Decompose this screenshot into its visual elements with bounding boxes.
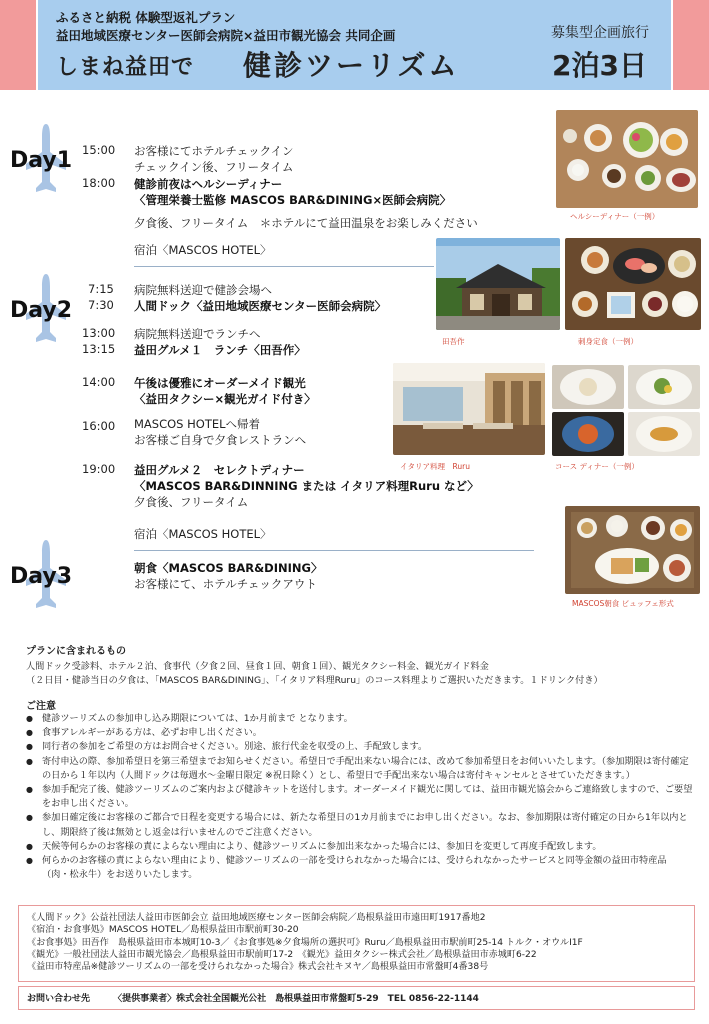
d2-item-7: MASCOS HOTELへ帰着 <box>134 417 261 431</box>
plan-includes-title: プランに含まれるもの <box>26 646 126 657</box>
day2-label: Day2 <box>10 298 73 323</box>
d2-time-7: 19:00 <box>82 462 116 476</box>
d2-item-1: 病院無料送迎で健診会場へ <box>134 283 272 297</box>
d2-time-2: 7:30 <box>88 298 114 312</box>
day1-label: Day1 <box>10 148 73 173</box>
d3-item-2: お客様にて、ホテルチェックアウト <box>134 577 317 591</box>
d1-item-5: 夕食後、フリータイム ＊ホテルにて益田温泉をお楽しみください <box>134 216 478 230</box>
contact-label: お問い合わせ先 <box>27 994 91 1004</box>
d2-time-3: 13:00 <box>82 326 116 340</box>
note-item: ● 寄付申込の際、参加希望日を第三希望までお知らせください。希望日で手配出来ない場合には、改めて参加希望日をお伺いいたします。（参加期限は寄付確定の日から１年以内（人間ドックは毎週水～金曜日限定 ※祝日除く）とし、希望日で手配出来ない場合は寄付キャンセルとさせていただきます。） <box>26 755 694 783</box>
sashimi-set-photo <box>565 238 701 330</box>
tour-type: 募集型企画旅行 <box>551 25 649 41</box>
divider <box>134 550 534 551</box>
d2-item-10: 〈MASCOS BAR&DINNING または イタリア料理Ruru など〉 <box>134 479 479 493</box>
provider-line: 《人間ドック》公益社団法人益田市医師会立 益田地域医療センター医師会病院／島根県益田市遠田町1917番地2 <box>27 913 486 923</box>
caption-course-dinner: コース ディナー（一例） <box>555 462 639 471</box>
course-dish-photo-1 <box>552 365 624 409</box>
day1-badge <box>6 122 86 202</box>
d2-time-5: 14:00 <box>82 375 116 389</box>
d1-time-2: 18:00 <box>82 176 116 190</box>
italian-ruru-interior-photo <box>393 363 545 455</box>
day3-label: Day3 <box>10 564 73 589</box>
d2-time-4: 13:15 <box>82 342 116 356</box>
d2-item-11: 夕食後、フリータイム <box>134 495 249 509</box>
provider-line: 《益田市特産品※健診ツーリズムの一部を受けられなかった場合》株式会社キヌヤ／島根県益田市常盤町4番38号 <box>27 962 489 973</box>
d1-time-1: 15:00 <box>82 143 116 157</box>
providers-box <box>18 905 695 982</box>
d2-item-2: 人間ドック〈益田地域医療センター医師会病院〉 <box>134 299 387 313</box>
provider-line: 《観光》一般社団法人益田市観光協会／島根県益田市駅前町17-2 《観光》益田タクシー株式会社／島根県益田市赤城町6-22 <box>27 949 537 960</box>
header-banner <box>38 0 671 90</box>
header-right-accent <box>673 0 709 90</box>
tour-duration: 2泊3日 <box>552 49 647 82</box>
d2-stay: 宿泊〈MASCOS HOTEL〉 <box>134 527 272 541</box>
d1-item-4: 〈管理栄養士監修 MASCOS BAR&DINING×医師会病院〉 <box>134 193 452 207</box>
d3-item-1: 朝食〈MASCOS BAR&DINING〉 <box>134 561 323 575</box>
day3-badge <box>6 538 86 618</box>
healthy-dinner-photo <box>556 110 698 208</box>
contact-provider: 〈提供事業者〉株式会社全国観光公社 島根県益田市常盤町5-29 TEL 0856-22-1144 <box>113 994 479 1004</box>
d1-item-1: お客様にてホテルチェックイン <box>134 144 294 158</box>
d2-item-9: 益田グルメ２ セレクトディナー <box>134 463 305 477</box>
course-dish-photo-2 <box>628 365 700 409</box>
d2-item-6: 〈益田タクシー×観光ガイド付き〉 <box>134 392 316 406</box>
mascos-breakfast-photo <box>565 506 700 594</box>
d1-item-2: チェックイン後、フリータイム <box>134 160 294 174</box>
contact-box <box>18 986 695 1010</box>
provider-line: 《お食事処》田吾作 島根県益田市本城町10-3／《お食事処※夕食場所の選択可》Ruru／島根県益田市駅前町25-14 トルク・オウルⅠ1F <box>27 937 583 948</box>
note-item: ● 食事アレルギーがある方は、必ずお申し出ください。 <box>26 726 694 740</box>
d2-time-1: 7:15 <box>88 282 114 296</box>
header-collab: 益田地域医療センター医師会病院×益田市観光協会 共同企画 <box>56 28 396 43</box>
d1-item-3: 健診前夜はヘルシーディナー <box>134 177 283 191</box>
notes-list <box>26 712 694 882</box>
caption-tagosaku: 田吾作 <box>442 337 465 346</box>
d2-item-8: お客様ご自身で夕食レストランへ <box>134 433 307 447</box>
d1-stay: 宿泊〈MASCOS HOTEL〉 <box>134 243 272 257</box>
note-item: ● 参加日確定後にお客様のご都合で日程を変更する場合には、新たな希望日の1カ月前までにお申し出ください。なお、参加期限は寄付確定の日から1年以内とし、期限終了後は無効とし返金は行いませんのでご注意ください。 <box>26 811 694 839</box>
caption-healthy-dinner: ヘルシーディナー（一例） <box>570 212 660 221</box>
caption-breakfast: MASCOS朝食 ビュッフェ形式 <box>572 599 674 608</box>
note-item: ● 何らかのお客様の責によらない理由により、健診ツーリズムの一部を受けられなかった場合には、受けられなかったサービスと同等金額の益田市特産品（肉・松永牛）をお送りいたします。 <box>26 854 694 882</box>
divider <box>134 266 434 267</box>
course-dish-photo-3 <box>552 412 624 456</box>
notes-title: ご注意 <box>26 701 56 712</box>
tagosaku-restaurant-photo <box>436 238 560 330</box>
day2-badge <box>6 272 86 352</box>
note-item: ● 同行者の参加をご希望の方はお問合せください。別途、旅行代金を収受の上、手配致します。 <box>26 740 694 754</box>
plan-includes-line-2: （２日目・健診当日の夕食は、「MASCOS BAR&DINING」、「イタリア料理Ruru」のコース料理よりご選択いただきます。１ドリンク付き） <box>26 675 603 686</box>
note-item: ● 健診ツーリズムの参加申し込み期限については、1か月前まで となります。 <box>26 712 694 726</box>
plan-includes-line-1: 人間ドック受診料、ホテル２泊、食事代（夕食２回、昼食１回、朝食１回）、観光タクシー料金、観光ガイド料金 <box>26 661 489 672</box>
provider-line: 《宿泊・お食事処》MASCOS HOTEL／島根県益田市駅前町30-20 <box>27 925 299 936</box>
d2-time-6: 16:00 <box>82 419 116 433</box>
course-dish-photo-4 <box>628 412 700 456</box>
caption-sashimi: 刺身定食（一例） <box>578 337 638 346</box>
header-title-prefix: しまね益田で <box>56 55 195 80</box>
d2-item-3: 病院無料送迎でランチへ <box>134 327 261 341</box>
header-title: 健診ツーリズム <box>243 49 460 82</box>
header-left-accent <box>0 0 36 90</box>
header-subtitle: ふるさと納税 体験型返礼プラン <box>56 10 236 25</box>
d2-item-4: 益田グルメ１ ランチ〈田吾作〉 <box>134 343 306 357</box>
note-item: ● 天候等何らかのお客様の責によらない理由により、健診ツーリズムに参加出来なかった場合には、参加日を変更して再度手配致します。 <box>26 840 694 854</box>
note-item: ● 参加手配完了後、健診ツーリズムのご案内および健診キットを送付します。オーダーメイド観光に関しては、益田市観光協会からご連絡致しますので、ご要望をお申し出ください。 <box>26 783 694 811</box>
d2-item-5: 午後は優雅にオーダーメイド観光 <box>134 376 306 390</box>
caption-ruru: イタリア料理 Ruru <box>400 462 470 471</box>
